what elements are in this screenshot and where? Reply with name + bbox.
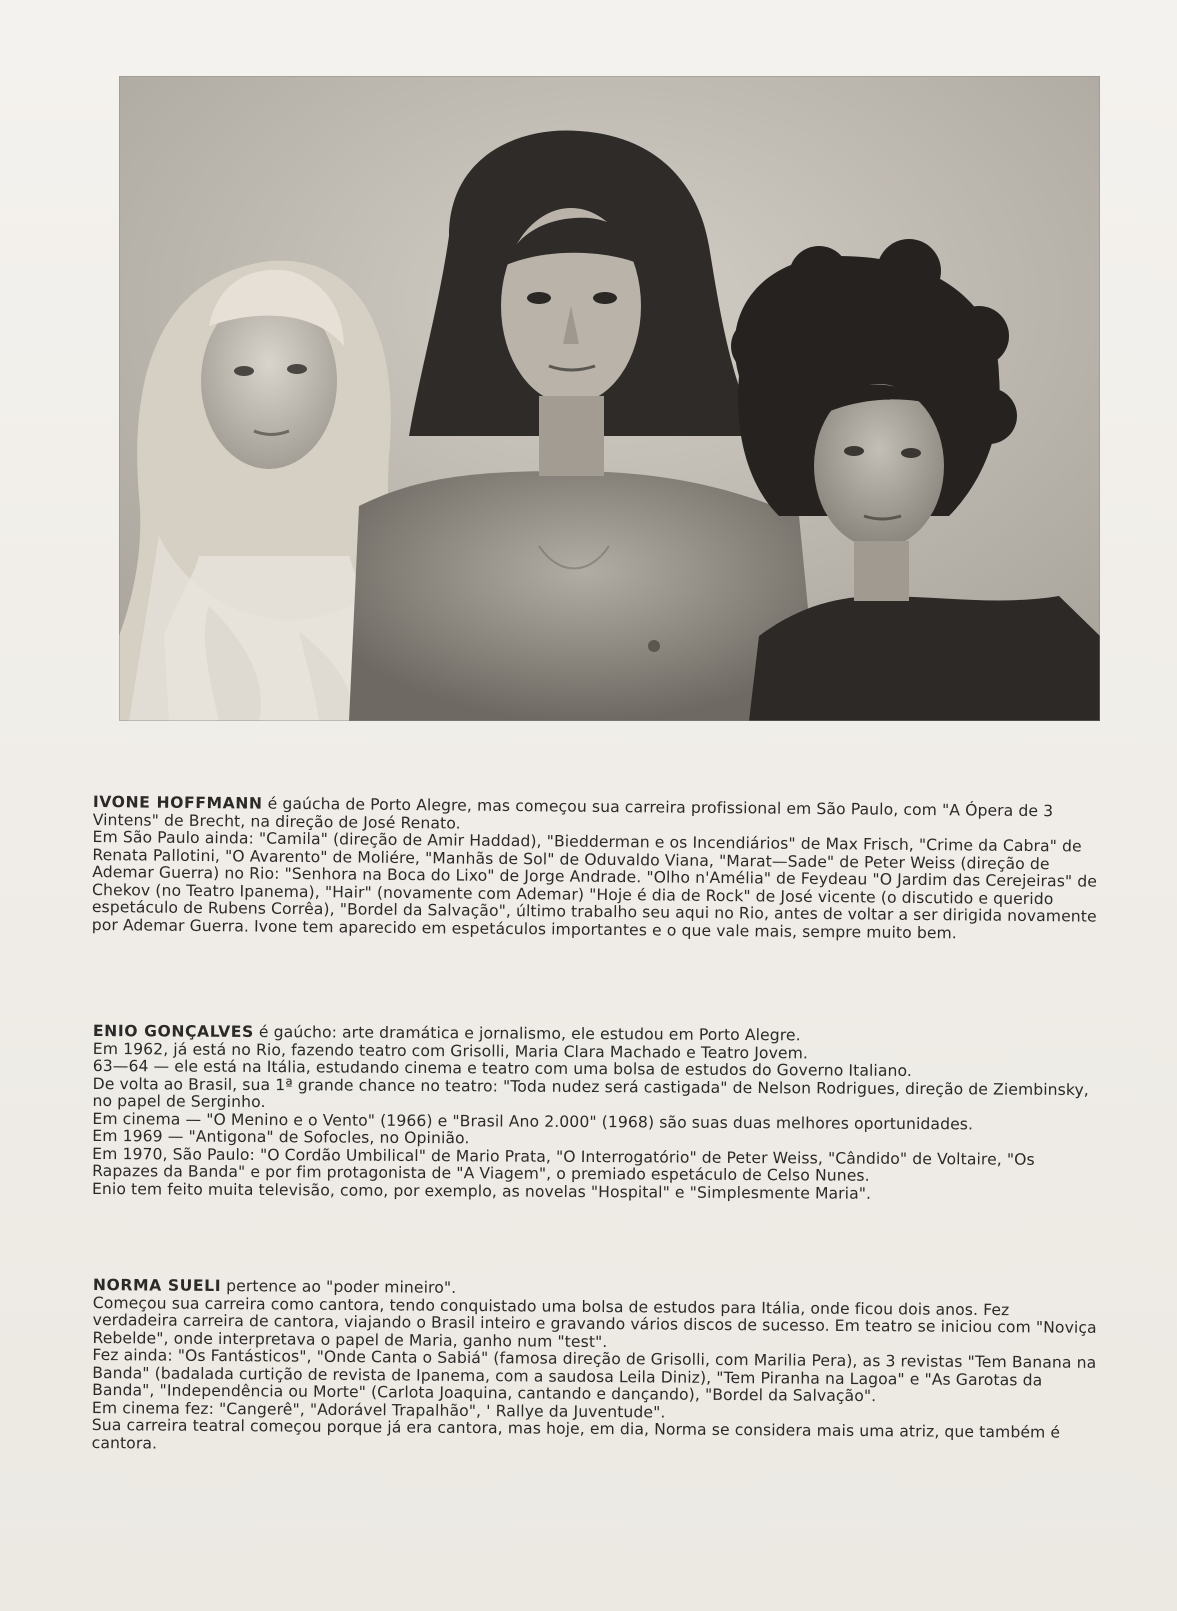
bio-paragraph: Enio tem feito muita televisão, como, por exemplo, as novelas "Hospital" e "Simplesmente Maria". (91, 1179, 872, 1203)
photo-illustration (119, 76, 1100, 721)
bio-paragraph: Em cinema — "O Menino e o Vento" (1966) e "Brasil Ano 2.000" (1968) são suas duas melhores oportunidades. (92, 1109, 974, 1133)
bio-paragraph: Em 1970, São Paulo: "O Cordão Umbilical" de Mario Prata, "O Interrogatório" de Peter Weiss, "Cândido" de Voltaire, "Os Rapazes da Banda" e por fim protagonista de "A Viagem", o premiado espetáculo de Celso Nunes. (92, 1144, 1035, 1185)
bio-paragraph: Em 1962, já está no Rio, fazendo teatro com Grisolli, Maria Clara Machado e Teatro Jovem. (92, 1039, 809, 1062)
bio-name: IVONE HOFFMANN (92, 793, 263, 813)
bio-name: ENIO GONÇALVES (92, 1022, 254, 1041)
bio-ivone-hoffmann (92, 794, 1098, 944)
bio-name: NORMA SUELI (92, 1276, 222, 1296)
bio-paragraph: Em cinema fez: "Cangerê", "Adorável Trapalhão", ' Rallye da Juventude". (91, 1398, 666, 1421)
bio-paragraph: 63—64 — ele está na Itália, estudando cinema e teatro com uma bolsa de estudos do Governo Italiano. (92, 1056, 913, 1081)
bio-paragraph: Começou sua carreira como cantora, tendo conquistado uma bolsa de estudos para Itália, onde ficou dois anos. Fez verdadeira carreira de cantora, viajando o Brasil inteiro e gravando vários discos de sucesso. Em teatro se iniciou com "Noviça Rebelde", onde interpretava o papel de Maria, ganho num "test". (92, 1293, 1097, 1351)
bio-paragraph: De volta ao Brasil, sua 1ª grande chance no teatro: "Toda nudez será castigada" de Nelson Rodrigues, direção de Ziembinsky, no papel de Serginho. (92, 1074, 1089, 1112)
bio-paragraph: Sua carreira teatral começou porque já era cantora, mas hoje, em dia, Norma se considera mais uma atriz, que também é cantora. (91, 1415, 1061, 1453)
bio-enio-goncalves (92, 1023, 1098, 1204)
bio-paragraph: Em São Paulo ainda: "Camila" (direção de Amir Haddad), "Biedderman e os Incendiários" de Max Frisch, "Crime da Cabra" de Renata Pallotini, "O Avarento" de Moliére, "Manhãs de Sol" de Oduvaldo Viana, "Marat—Sade" de Peter Weiss (direção de Ademar Guerra) no Rio: "Senhora na Boca do Lixo" de Jorge Andrade. "Olho n'Amélia" de Feydeau "O Jardim das Cerejeiras" de Chekov (no Teatro Ipanema), "Hair" (novamente com Ademar) "Hoje é dia de Rock" de José vicente (o discutido e querido espetáculo de Rubens Corrêa), "Bordel da Salvação", último trabalho seu aqui no Rio, antes de voltar a ser dirigida novamente por Ademar Guerra. Ivone tem aparecido em espetáculos importantes e o que vale mais, sempre muito bem. (91, 827, 1098, 942)
cast-photograph (119, 76, 1100, 721)
bio-paragraph: Fez ainda: "Os Fantásticos", "Onde Canta o Sabiá" (famosa direção de Grisolli, com Marilia Pera), as 3 revistas "Tem Banana na Banda" (badalada curtição de revista de Ipanema, com a saudosa Leila Diniz), "Tem Piranha na Lagoa" e "As Garotas da Banda", "Independência ou Morte" (Carlota Joaquina, cantando e dançando), "Bordel da Salvação". (92, 1345, 1097, 1406)
bio-text: é gaúcha de Porto Alegre, mas começou sua carreira profissional em São Paulo, com "A Ópera de 3 Vintens" de Brecht, na direção de José Renato. (92, 794, 1054, 833)
bio-text: é gaúcho: arte dramática e jornalismo, ele estudou em Porto Alegre. (258, 1023, 801, 1045)
bio-text: pertence ao "poder mineiro". (226, 1277, 457, 1297)
bio-norma-sueli (92, 1277, 1098, 1460)
bio-paragraph: Em 1969 — "Antigona" de Sofocles, no Opinião. (92, 1126, 470, 1148)
